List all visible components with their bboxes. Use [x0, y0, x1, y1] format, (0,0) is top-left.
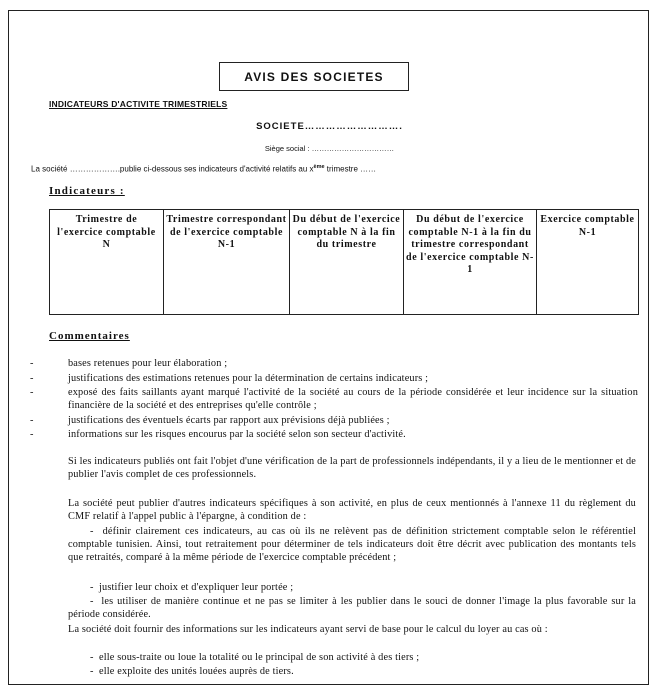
bullet-dash: - — [30, 387, 34, 398]
bullet-dash: - — [30, 358, 34, 369]
bullet-dash: - — [30, 429, 34, 440]
indicateurs-heading: Indicateurs : — [49, 185, 125, 197]
sub-item-justifier — [68, 581, 636, 594]
sub-item-text: les utiliser de manière continue et ne pas se limiter à les publier dans le souci de donner l'image la plus favorable sur la période considérée. — [68, 596, 637, 620]
base-item — [90, 665, 636, 678]
autres-indicateurs-paragraph: La société peut publier d'autres indicateurs spécifiques à son activité, en plus de ceux mentionnés à l'annexe 11 du règlement du CMF relatif à l'appel public à l'épargne, à condition de : — [68, 498, 636, 522]
table-header-cell: Du début de l'exercice comptable N à la fin du trimestre — [290, 210, 404, 315]
publication-text-end: trimestre …… — [324, 164, 377, 174]
sub-item-utiliser — [68, 595, 636, 621]
bullet-text: informations sur les risques encourus par la société selon son secteur d'activité. — [68, 429, 406, 440]
indicators-table — [49, 209, 639, 315]
table-header-cell: Trimestre correspondant de l'exercice comptable N-1 — [164, 210, 290, 315]
societe-line: SOCIETE………………………. — [256, 121, 403, 132]
sub-item-dash: - — [90, 526, 94, 537]
bullet-dash: - — [30, 373, 34, 384]
bullet-text: bases retenues pour leur élaboration ; — [68, 358, 228, 369]
publication-text: La société ……………….publie ci-dessous ses indicateurs d'activité relatifs au x — [31, 164, 314, 174]
section-label: INDICATEURS D'ACTIVITE TRIMESTRIELS — [49, 99, 228, 109]
bullet-text: exposé des faits saillants ayant marqué l'activité de la société au cours de la période considérée et leur incidence sur la situation financière de la société et des entreprises qu'elle contrôle ; — [68, 387, 638, 411]
publication-line — [31, 164, 376, 174]
publication-superscript: ème — [313, 164, 325, 170]
commentaires-heading: Commentaires — [49, 330, 130, 342]
base-item-text: elle sous-traite ou loue la totalité ou le principal de son activité à des tiers ; — [99, 652, 420, 663]
table-header-cell: Du début de l'exercice comptable N-1 à la fin du trimestre correspondant de l'exercice comptable N-1 — [404, 210, 537, 315]
siege-social-line: Siège social : …………………………… — [264, 144, 395, 153]
table-header-cell: Exercice comptable N-1 — [537, 210, 639, 315]
document-title: AVIS DES SOCIETES — [219, 62, 409, 91]
bullet-dash: - — [30, 415, 34, 426]
bullet-text: justifications des éventuels écarts par rapport aux prévisions déjà publiées ; — [68, 415, 390, 426]
base-item-dash: - — [90, 652, 94, 663]
base-item-text: elle exploite des unités louées auprès de tiers. — [99, 666, 294, 677]
base-item — [90, 651, 636, 664]
table-header-row — [50, 210, 639, 315]
bullet-text: justifications des estimations retenues pour la détermination de certains indicateurs ; — [68, 373, 429, 384]
sub-item-dash: - — [90, 582, 94, 593]
sub-item-text: justifier leur choix et d'expliquer leur portée ; — [99, 582, 294, 593]
base-item-dash: - — [90, 666, 94, 677]
sub-item-definir — [68, 525, 636, 564]
table-header-cell: Trimestre de l'exercice comptable N — [50, 210, 164, 315]
verification-paragraph: Si les indicateurs publiés ont fait l'objet d'une vérification de la part de professionnels indépendants, il y a lieu de le mentionner et de publier l'avis complet de ces professionnels. — [68, 456, 637, 480]
base-paragraph: La société doit fournir des informations sur les indicateurs ayant servi de base pour le calcul du loyer au cas où : — [68, 624, 548, 635]
sub-item-text: définir clairement ces indicateurs, au cas où ils ne relèvent pas de définition strictement comptable selon le référentiel comptable tunisien. Ainsi, tout retraitement pour déterminer de tels indicateurs doit être décrit avec publication des montants tels que retraités, comparé à la même période de l'exercice comptable précédent ; — [68, 526, 636, 563]
sub-item-dash: - — [90, 596, 94, 607]
